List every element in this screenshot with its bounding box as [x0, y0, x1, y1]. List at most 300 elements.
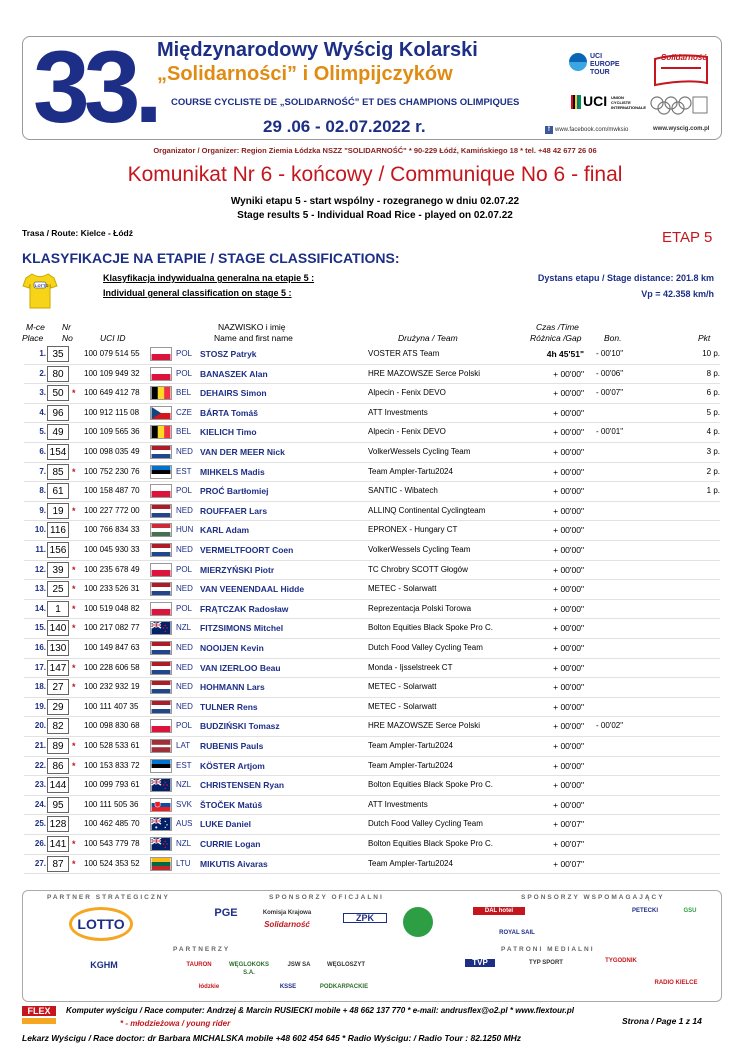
rider-name: FRĄTCZAK Radosław [200, 603, 289, 614]
zpk-logo: ZPK [343, 913, 387, 923]
time-gap: + 00'07" [553, 839, 584, 849]
nation: NZL [176, 839, 192, 848]
uci-id: 100 045 930 33 [84, 545, 140, 554]
podkarpackie-logo: PODKARPACKIE [319, 984, 369, 990]
bonus: - 00'10" [596, 349, 624, 358]
classification-title-en: Individual general classification on stage 5 : [103, 288, 292, 298]
uci-id: 100 227 772 00 [84, 505, 140, 515]
country-flag-icon [150, 641, 172, 655]
nation: NED [176, 701, 193, 711]
col-time-pl: Czas /Time [536, 322, 579, 332]
team-name: ATT Investments [368, 799, 428, 809]
green-sponsor-logo [403, 907, 433, 937]
place: 20. [34, 721, 46, 731]
uci-id: 100 109 565 36 [84, 427, 140, 437]
facebook-link[interactable] [545, 126, 628, 134]
sponsors-partners-heading: PARTNERZY [173, 946, 231, 953]
points: 4 p. [706, 427, 720, 437]
uci-id: 100 649 412 78 [84, 388, 140, 398]
nation: NED [176, 505, 193, 515]
bib-number: 141 [47, 836, 69, 852]
uci-label: UCI [583, 93, 608, 109]
team-name: TC Chrobry SCOTT Głogów [368, 564, 468, 574]
col-nr-pl: Nr [62, 322, 71, 332]
classification-title-pl: Klasyfikacja indywidualna generalna na etapie 5 : [103, 273, 315, 283]
country-flag-icon [150, 367, 172, 381]
komisja-logo: Komisja Krajowa [262, 910, 312, 916]
table-row [24, 443, 720, 463]
rider-name: STOSZ Patryk [200, 349, 257, 359]
uci-id: 100 098 830 68 [84, 721, 140, 731]
team-name: Dutch Food Valley Cycling Team [368, 643, 483, 652]
country-flag-icon [150, 523, 172, 537]
country-flag-icon [150, 759, 172, 773]
team-name: SANTIC - Wibatech [368, 486, 438, 496]
bib-number: 39 [47, 562, 69, 578]
country-flag-icon [150, 425, 172, 439]
place: 5. [39, 427, 46, 437]
nation: NED [176, 682, 193, 692]
country-flag-icon [150, 602, 172, 616]
stage-line-pl: Wyniki etapu 5 - start wspólny - rozegranego w dniu 02.07.22 [230, 196, 520, 207]
col-time-en: Różnica /Gap [530, 333, 582, 343]
rider-name: VAN DER MEER Nick [200, 447, 285, 457]
stage-distance: Dystans etapu / Stage distance: 201.8 km [537, 273, 714, 283]
table-row [24, 541, 720, 561]
wegloknos-logo: WĘGLOKOKS S.A. [229, 962, 269, 976]
nation: POL [176, 349, 193, 358]
race-computer-line: Komputer wyścigu / Race computer: Andrzej & Marcin RUSIECKI mobile + 48 662 137 770 * e-mail: andrusflex@o2.pl * www.flextour.pl [66, 1006, 575, 1015]
time-gap: + 00'00" [553, 741, 584, 751]
team-name: Dutch Food Valley Cycling Team [368, 819, 483, 829]
team-name: Team Ampler-Tartu2024 [368, 760, 453, 770]
time-gap: + 00'00" [553, 407, 584, 418]
olympic-rings-icon [647, 95, 709, 115]
team-name: EPRONEX - Hungary CT [368, 525, 458, 535]
country-flag-icon [150, 563, 172, 577]
team-name: HRE MAZOWSZE Serce Polski [368, 368, 481, 378]
young-rider-mark: * [72, 682, 76, 693]
sponsors-support-heading: SPONSORZY WSPOMAGAJĄCY [521, 894, 665, 901]
country-flag-icon [150, 857, 172, 871]
col-place-pl: M-ce [26, 322, 45, 332]
rider-name: DEHAIRS Simon [200, 388, 267, 399]
bonus: - 00'07" [596, 388, 624, 398]
rider-name: NOOIJEN Kevin [200, 643, 264, 653]
uci-id: 100 235 678 49 [84, 564, 140, 574]
sponsors-official-heading: SPONSORZY OFICJALNI [269, 894, 384, 901]
time-gap: + 00'00" [553, 682, 584, 693]
tauron-logo: TAURON [186, 962, 212, 968]
young-rider-mark: * [72, 858, 76, 869]
table-row [24, 737, 720, 757]
uci-id: 100 462 485 70 [84, 819, 140, 829]
team-name: Alpecin - Fenix DEVO [368, 388, 446, 398]
team-name: METEC - Solarwatt [368, 682, 437, 692]
country-flag-icon [150, 543, 172, 557]
table-row [24, 561, 720, 581]
country-flag-icon [150, 719, 172, 733]
rider-name: BUDZIŃSKI Tomasz [200, 721, 280, 732]
place: 3. [39, 388, 46, 398]
bib-number: 140 [47, 620, 69, 636]
uci-id: 100 098 035 49 [84, 447, 140, 456]
col-name-pl: NAZWISKO i imię [218, 322, 286, 332]
table-row [24, 482, 720, 502]
bib-number: 80 [47, 366, 69, 382]
solidarnosc-logo [647, 49, 715, 89]
uci-id: 100 099 793 61 [84, 780, 140, 790]
young-rider-mark: * [72, 839, 76, 849]
bib-number: 19 [47, 503, 69, 519]
nation: HUN [176, 525, 194, 535]
bib-number: 154 [47, 444, 69, 460]
kghm-logo: KGHM [90, 960, 118, 970]
uci-id: 100 528 533 61 [84, 741, 140, 750]
rider-name: BÁRTA Tomáš [200, 407, 258, 418]
country-flag-icon [150, 445, 172, 459]
bib-number: 1 [47, 601, 69, 617]
points: 1 p. [706, 486, 720, 496]
race-title-fr: COURSE CYCLISTE DE „SOLIDARNOŚĆ” ET DES CHAMPIONS OLIMPIQUES [171, 97, 520, 108]
uci-id: 100 519 048 82 [84, 603, 140, 613]
uci-id: 100 111 505 36 [84, 799, 139, 809]
nation: POL [176, 721, 193, 731]
yellow-jersey-icon [22, 270, 58, 310]
bib-number: 50 [47, 385, 69, 401]
nation: LTU [176, 858, 191, 868]
young-rider-mark: * [72, 603, 76, 614]
rider-name: VERMELTFOORT Coen [200, 545, 294, 555]
place: 16. [34, 643, 46, 652]
rider-name: CHRISTENSEN Ryan [200, 780, 285, 791]
sponsors-strategic-heading: PARTNER STRATEGICZNY [47, 894, 170, 901]
ksse-logo: KSSE [279, 984, 297, 990]
young-rider-legend: * - młodzieżowa / young rider [120, 1019, 231, 1028]
section-title: KLASYFIKACJE NA ETAPIE / STAGE CLASSIFICATIONS: [22, 250, 400, 266]
bib-number: 147 [47, 660, 69, 676]
time-gap: + 00'00" [553, 388, 584, 399]
young-rider-mark: * [72, 564, 76, 575]
uci-id: 100 543 779 78 [84, 839, 140, 848]
place: 18. [34, 682, 46, 692]
uci-id: 100 524 353 52 [84, 858, 140, 868]
place: 7. [39, 466, 46, 476]
bib-number: 96 [47, 405, 69, 421]
bib-number: 116 [47, 522, 69, 538]
uci-id: 100 232 932 19 [84, 682, 140, 692]
nation: LAT [176, 741, 191, 750]
table-row [24, 639, 720, 659]
facebook-icon: f [545, 126, 553, 134]
team-name: VolkerWessels Cycling Team [368, 447, 471, 456]
uci-id: 100 766 834 33 [84, 525, 140, 535]
table-row [24, 855, 720, 875]
table-row [24, 757, 720, 777]
col-nr-en: No [62, 333, 73, 343]
time-gap: + 00'00" [553, 701, 584, 712]
nation: BEL [176, 388, 192, 398]
time-gap: + 00'00" [553, 643, 584, 653]
country-flag-icon [150, 739, 172, 753]
place: 12. [34, 564, 46, 574]
table-row [24, 776, 720, 796]
time-gap: 4h 45'51" [546, 349, 584, 359]
uci-small-label: UNION CYCLISTE INTERNATIONALE [611, 94, 647, 110]
pge-logo: PGE [214, 907, 238, 919]
uci-id: 100 079 514 55 [84, 349, 140, 358]
place: 10. [34, 525, 46, 535]
royal-sail-logo: ROYAL SAIL [499, 930, 535, 936]
table-row [24, 835, 720, 855]
tygodnik-logo: TYGODNIK [605, 958, 637, 964]
website-link[interactable]: www.wyscig.com.pl [653, 126, 710, 132]
country-flag-icon [150, 386, 172, 400]
country-flag-icon [150, 347, 172, 361]
bib-number: 49 [47, 424, 69, 440]
col-pkt: Pkt [698, 333, 711, 343]
table-row [24, 717, 720, 737]
uci-europe-tour-logo [569, 53, 629, 81]
facebook-url: www.facebook.com/mwksio [555, 127, 629, 133]
bonus: - 00'01" [596, 427, 624, 437]
jsw-logo: JSW SA [287, 962, 311, 968]
wegloszyt-logo: WĘGLOSZYT [327, 962, 365, 968]
rider-name: LUKE Daniel [200, 819, 252, 830]
table-row [24, 698, 720, 718]
solidarnosc-logo-text: Solidarność [661, 53, 707, 62]
place: 25. [34, 819, 46, 829]
team-name: Team Ampler-Tartu2024 [368, 741, 453, 750]
stage-label: ETAP 5 [662, 229, 713, 246]
lotto-logo: LOTTO [69, 907, 133, 941]
country-flag-icon [150, 465, 172, 479]
country-flag-icon [150, 680, 172, 694]
young-rider-mark: * [72, 466, 76, 477]
bib-number: 25 [47, 581, 69, 597]
team-name: Team Ampler-Tartu2024 [368, 858, 453, 868]
col-bon: Bon. [604, 333, 622, 343]
jersey-sponsor-label: LOTTO [35, 283, 49, 288]
place: 15. [34, 623, 46, 633]
flex-logo-text: FLEX [22, 1006, 56, 1016]
table-row [24, 815, 720, 835]
nation: POL [176, 368, 193, 378]
bib-number: 85 [47, 464, 69, 480]
points: 2 p. [706, 466, 720, 476]
nation: NED [176, 584, 193, 594]
young-rider-mark: * [72, 623, 76, 634]
table-row [24, 619, 720, 639]
time-gap: + 00'00" [553, 721, 584, 732]
nation: SVK [176, 799, 193, 809]
table-row [24, 404, 720, 424]
rider-name: TULNER Rens [200, 701, 258, 712]
rider-name: ŠTOČEK Matúš [200, 799, 263, 810]
tvp-logo: TVP [465, 959, 495, 967]
time-gap: + 00'07" [553, 819, 584, 830]
place: 26. [34, 839, 46, 848]
time-gap: + 00'00" [553, 760, 584, 771]
bib-number: 144 [47, 777, 69, 793]
rider-name: FITZSIMONS Mitchel [200, 623, 284, 634]
nation: NZL [176, 623, 192, 633]
points: 5 p. [706, 407, 720, 417]
rider-name: HOHMANN Lars [200, 682, 265, 693]
time-gap: + 00'00" [553, 486, 584, 497]
bib-number: 61 [47, 483, 69, 499]
place: 9. [39, 505, 46, 515]
country-flag-icon [150, 504, 172, 518]
uci-id: 100 233 526 31 [84, 584, 140, 594]
nation: AUS [176, 819, 193, 829]
country-flag-icon [150, 406, 172, 420]
time-gap: + 00'00" [553, 662, 584, 673]
rider-name: PROĆ Bartłomiej [200, 486, 269, 497]
page-number: Strona / Page 1 z 14 [622, 1016, 702, 1026]
table-row [24, 600, 720, 620]
points: 6 p. [706, 388, 720, 398]
table-row [24, 521, 720, 541]
country-flag-icon [150, 484, 172, 498]
petecki-logo: PETECKI [631, 908, 658, 914]
table-row [24, 659, 720, 679]
team-name: METEC - Solarwatt [368, 701, 437, 711]
bib-number: 130 [47, 640, 69, 656]
team-name: Bolton Equities Black Spoke Pro C. [368, 780, 493, 790]
col-team: Drużyna / Team [398, 333, 458, 343]
table-row [24, 796, 720, 816]
flex-logo-bar [22, 1018, 56, 1024]
bib-number: 95 [47, 797, 69, 813]
flex-logo [22, 1006, 62, 1028]
time-gap: + 00'00" [553, 447, 584, 457]
points: 10 p. [702, 349, 720, 358]
time-gap: + 00'00" [553, 780, 584, 791]
time-gap: + 00'00" [553, 564, 584, 575]
bib-number: 82 [47, 718, 69, 734]
rider-name: RUBENIS Pauls [200, 741, 264, 751]
uci-europe-label: UCI EUROPE TOUR [590, 53, 620, 76]
place: 23. [34, 780, 46, 790]
rider-name: BANASZEK Alan [200, 368, 268, 379]
uci-id: 100 111 407 35 [84, 701, 139, 711]
nation: EST [176, 760, 192, 770]
time-gap: + 00'00" [553, 525, 584, 536]
rider-name: MIERZYŃSKI Piotr [200, 564, 275, 575]
race-dates: 29 .06 - 02.07.2022 r. [263, 117, 426, 136]
nation: CZE [176, 407, 192, 417]
uci-id: 100 149 847 63 [84, 643, 140, 652]
team-name: VolkerWessels Cycling Team [368, 545, 471, 554]
place: 21. [34, 741, 46, 750]
bib-number: 35 [47, 346, 69, 362]
young-rider-mark: * [72, 741, 76, 751]
uci-id: 100 158 487 70 [84, 486, 140, 496]
rider-name: VAN VEENENDAAL Hidde [200, 584, 305, 595]
country-flag-icon [150, 778, 172, 792]
place: 4. [39, 407, 46, 417]
young-rider-mark: * [72, 662, 76, 673]
bib-number: 27 [47, 679, 69, 695]
young-rider-mark: * [72, 584, 76, 595]
uci-globe-icon [569, 53, 587, 71]
uci-id: 100 752 230 76 [84, 466, 140, 476]
young-rider-mark: * [72, 505, 76, 516]
country-flag-icon [150, 700, 172, 714]
header-banner [22, 30, 722, 144]
table-row [24, 423, 720, 443]
place: 14. [34, 603, 46, 613]
bib-number: 89 [47, 738, 69, 754]
place: 6. [39, 447, 46, 456]
rider-name: KÖSTER Artjom [200, 760, 265, 771]
edition-number: 33. [33, 30, 157, 144]
dal-hotel-logo: DAL hotel [473, 907, 525, 915]
country-flag-icon [150, 621, 172, 635]
nation: POL [176, 603, 193, 613]
uci-id: 100 109 949 32 [84, 368, 140, 378]
col-uci: UCI ID [100, 333, 126, 343]
time-gap: + 00'00" [553, 799, 584, 810]
team-name: METEC - Solarwatt [368, 584, 437, 594]
points: 3 p. [706, 447, 720, 456]
rider-name: VAN IZERLOO Beau [200, 662, 281, 673]
table-row [24, 678, 720, 698]
col-name-en: Name and first name [214, 333, 293, 343]
country-flag-icon [150, 798, 172, 812]
uci-id: 100 153 833 72 [84, 760, 140, 770]
bib-number: 86 [47, 758, 69, 774]
team-name: VOSTER ATS Team [368, 349, 440, 358]
country-flag-icon [150, 661, 172, 675]
place: 19. [34, 701, 46, 711]
organizer-line: Organizator / Organizer: Region Ziemia Łódzka NSZZ "SOLIDARNOŚĆ" * 90-229 Łódź, Kamińskiego 18 * tel. +48 42 677 26 06 [153, 146, 597, 155]
nation: BEL [176, 427, 192, 437]
time-gap: + 00'00" [553, 505, 584, 516]
rider-name: ROUFFAER Lars [200, 505, 268, 516]
race-title-pl: Międzynarodowy Wyścig Kolarski [157, 39, 478, 61]
time-gap: + 00'00" [553, 466, 584, 477]
uci-stripes-icon [571, 95, 581, 109]
team-name: ATT Investments [368, 407, 428, 417]
lodzkie-logo: łódzkie [198, 984, 220, 990]
time-gap: + 00'07" [553, 858, 584, 869]
team-name: ALLINQ Continental Cyclingteam [368, 505, 486, 515]
bib-number: 128 [47, 816, 69, 832]
stage-line-en: Stage results 5 - Individual Road Rice - played on 02.07.22 [237, 210, 513, 221]
nation: EST [176, 466, 192, 476]
table-row [24, 580, 720, 600]
bonus: - 00'06" [596, 368, 624, 378]
young-rider-mark: * [72, 760, 76, 771]
place: 27. [34, 858, 46, 868]
team-name: Bolton Equities Black Spoke Pro C. [368, 839, 493, 848]
gsu-logo: GSU [683, 908, 697, 914]
rider-name: MIHKELS Madis [200, 466, 265, 477]
table-row [24, 463, 720, 483]
rider-name: CURRIE Logan [200, 839, 261, 849]
table-row [24, 384, 720, 404]
route: Trasa / Route: Kielce - Łódź [22, 228, 133, 238]
country-flag-icon [150, 582, 172, 596]
bib-number: 156 [47, 542, 69, 558]
place: 1. [39, 349, 46, 358]
place: 11. [35, 545, 46, 554]
table-row [24, 345, 720, 365]
place: 17. [34, 662, 46, 672]
team-name: HRE MAZOWSZE Serce Polski [368, 721, 481, 731]
